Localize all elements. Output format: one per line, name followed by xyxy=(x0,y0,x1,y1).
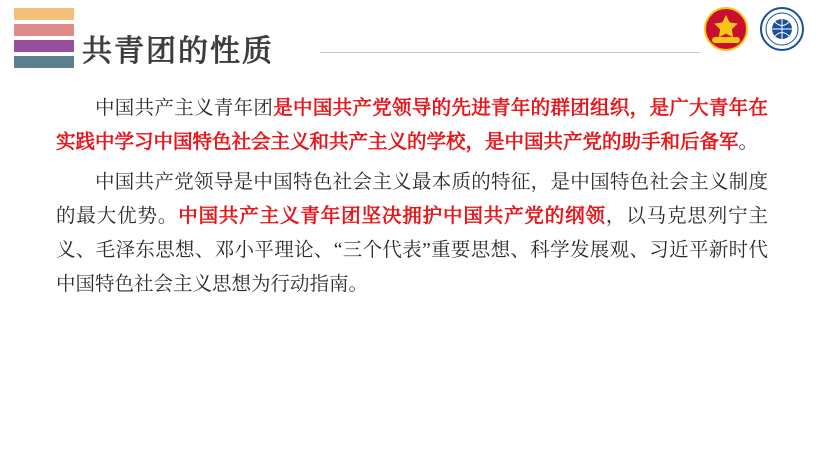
deco-bar-1 xyxy=(14,8,74,20)
slide-body xyxy=(56,92,768,308)
run-2-1: 中国共产党领导是中国特色社会主义最本质的特征，是中国特色社会主义制度的最大优势。 xyxy=(56,172,768,227)
paragraph-1 xyxy=(56,92,768,160)
run-1-3: 。 xyxy=(738,132,759,153)
communist-youth-league-emblem xyxy=(703,6,749,52)
decorative-color-bars xyxy=(14,8,74,72)
title-divider xyxy=(320,52,700,53)
school-badge-emblem xyxy=(759,6,805,52)
paragraph-2 xyxy=(56,166,768,302)
deco-bar-2 xyxy=(14,24,74,36)
run-1-2: 是中国共产党领导的先进青年的群团组织，是广大青年在实践中学习中国特色社会主义和共产主义的学校，是中国共产党的助手和后备军 xyxy=(56,98,768,153)
slide-header xyxy=(0,0,819,90)
page-title: 共青团的性质 xyxy=(82,35,274,68)
emblem-group xyxy=(703,6,805,52)
run-1-1: 中国共产主义青年团 xyxy=(95,98,274,119)
deco-bar-3 xyxy=(14,40,74,52)
run-2-2: 中国共产主义青年团坚决拥护中国共产党的纲领 xyxy=(178,206,606,227)
deco-bar-4 xyxy=(14,56,74,68)
run-2-3: ，以马克思列宁主义、毛泽东思想、邓小平理论、“三个代表”重要思想、科学发展观、习近平新时代中国特色社会主义思想为行动指南。 xyxy=(56,206,768,295)
